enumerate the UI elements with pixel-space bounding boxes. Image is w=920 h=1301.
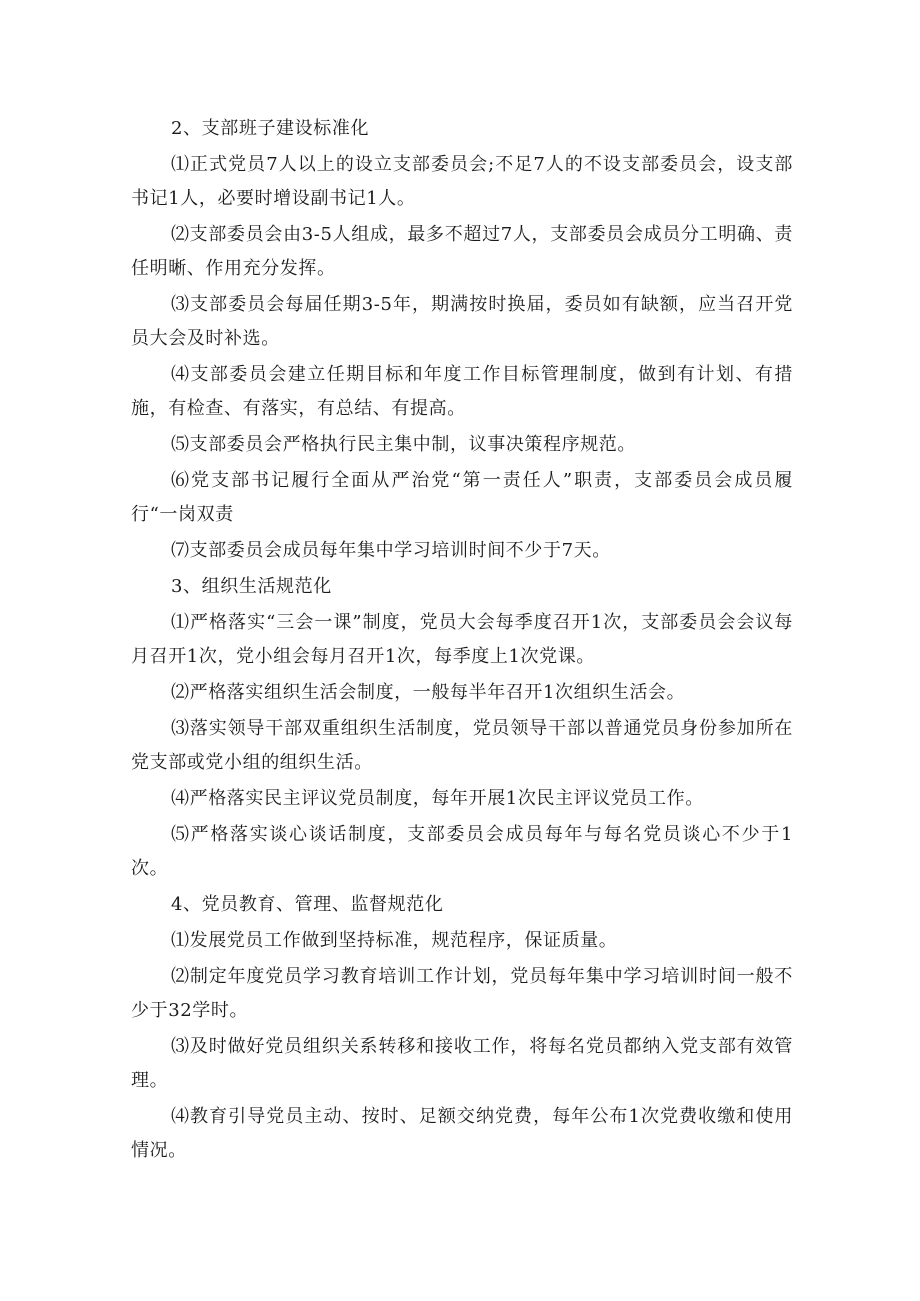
paragraph: ⑴发展党员工作做到坚持标准，规范程序，保证质量。 bbox=[171, 930, 618, 951]
paragraph: ⑵严格落实组织生活会制度，一般每半年召开1次组织生活会。 bbox=[171, 682, 686, 703]
paragraph: ⑷支部委员会建立任期目标和年度工作目标管理制度，做到有计划、有措施，有检查、有落实，有总结、有提高。 bbox=[131, 364, 793, 419]
paragraph: ⑶落实领导干部双重组织生活制度，党员领导干部以普通党员身份参加所在党支部或党小组的组织生活。 bbox=[131, 718, 793, 773]
paragraph: ⑵支部委员会由3-5人组成，最多不超过7人，支部委员会成员分工明确、责任明晰、作用充分发挥。 bbox=[131, 224, 793, 279]
paragraph: ⑷教育引导党员主动、按时、足额交纳党费，每年公布1次党费收缴和使用情况。 bbox=[131, 1106, 793, 1161]
paragraph: ⑶及时做好党员组织关系转移和接收工作，将每名党员都纳入党支部有效管理。 bbox=[131, 1036, 793, 1091]
paragraph: ⑵制定年度党员学习教育培训工作计划，党员每年集中学习培训时间一般不少于32学时。 bbox=[131, 966, 793, 1021]
paragraph: ⑴正式党员7人以上的设立支部委员会;不足7人的不设支部委员会，设支部书记1人，必要时增设副书记1人。 bbox=[131, 154, 793, 209]
paragraph: ⑴严格落实“三会一课”制度，党员大会每季度召开1次，支部委员会会议每月召开1次，党小组会每月召开1次，每季度上1次党课。 bbox=[131, 612, 793, 667]
paragraph: ⑸支部委员会严格执行民主集中制，议事决策程序规范。 bbox=[171, 434, 636, 455]
section-heading: 4、党员教育、管理、监督规范化 bbox=[171, 894, 444, 915]
paragraph: ⑹党支部书记履行全面从严治党“第一责任人”职责，支部委员会成员履行“一岗双责 bbox=[131, 470, 793, 525]
section-heading: 3、组织生活规范化 bbox=[171, 576, 332, 597]
paragraph: ⑺支部委员会成员每年集中学习培训时间不少于7天。 bbox=[171, 540, 611, 561]
paragraph: ⑶支部委员会每届任期3-5年，期满按时换届，委员如有缺额，应当召开党员大会及时补选。 bbox=[131, 294, 793, 349]
section-heading: 2、支部班子建设标准化 bbox=[171, 118, 370, 139]
paragraph: ⑸严格落实谈心谈话制度，支部委员会成员每年与每名党员谈心不少于1次。 bbox=[131, 824, 793, 879]
paragraph: ⑷严格落实民主评议党员制度，每年开展1次民主评议党员工作。 bbox=[171, 788, 704, 809]
document-body bbox=[131, 112, 793, 1170]
